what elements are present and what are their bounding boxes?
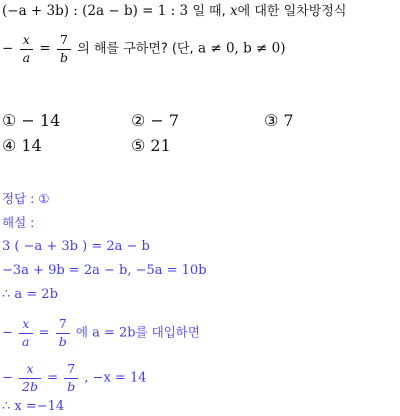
- fraction-7-over-b: [64, 363, 78, 393]
- condition-math: a ≠ 0, b ≠ 0): [198, 40, 286, 57]
- fraction-x-over-2b: [19, 363, 41, 393]
- fraction-denominator: 2b: [22, 378, 39, 394]
- answer-label: 정답 : ①: [2, 191, 50, 206]
- variable-x: x: [230, 3, 238, 19]
- fraction-numerator: 7: [64, 363, 78, 379]
- solution-step-5: [2, 363, 147, 393]
- fraction-7-over-b: [56, 318, 70, 348]
- fraction-denominator: b: [59, 49, 68, 65]
- option-4[interactable]: ④ 14: [2, 136, 42, 155]
- problem-line-2: [2, 34, 286, 64]
- substitution-text: 를 대입하면: [135, 324, 200, 340]
- fraction-numerator: 7: [57, 34, 71, 50]
- minus-sign: −: [2, 40, 14, 57]
- fraction-numerator: x: [19, 363, 41, 379]
- equals-sign: =: [39, 40, 51, 57]
- minus-sign: −: [2, 325, 13, 341]
- fraction-denominator: a: [22, 49, 31, 65]
- substitution-text: 에: [75, 324, 88, 340]
- equals-sign: =: [47, 370, 59, 386]
- ratio-equation: (−a + 3b) : (2a − b) = 1 : 3: [2, 3, 189, 19]
- option-3[interactable]: ③ 7: [264, 111, 294, 130]
- fraction-x-over-a: [19, 318, 32, 348]
- option-1[interactable]: ① − 14: [2, 111, 61, 130]
- solution-step-3: ∴ a = 2b: [2, 287, 58, 302]
- fraction-numerator: x: [20, 34, 33, 50]
- option-5[interactable]: ⑤ 21: [131, 136, 171, 155]
- condition-text: 일 때,: [192, 4, 226, 19]
- solution-step-2: −3a + 9b = 2a − b, −5a = 10b: [2, 263, 207, 278]
- solution-step-4: [2, 318, 200, 348]
- fraction-7-over-b: [57, 34, 71, 64]
- solution-result: , −x = 14: [84, 370, 147, 386]
- minus-sign: −: [2, 370, 13, 386]
- fraction-x-over-a: [20, 34, 33, 64]
- fraction-denominator: b: [58, 333, 67, 349]
- fraction-numerator: 7: [56, 318, 70, 334]
- fraction-denominator: b: [67, 378, 76, 394]
- explanation-label: 해설 :: [2, 215, 35, 230]
- fraction-denominator: a: [22, 333, 30, 349]
- fraction-numerator: x: [19, 318, 32, 334]
- problem-line-1: [2, 2, 346, 21]
- substitution-expression: a = 2b: [92, 325, 136, 341]
- option-2[interactable]: ② − 7: [131, 111, 180, 130]
- solution-step-1: 3 ( −a + 3b ) = 2a − b: [2, 239, 150, 254]
- equals-sign: =: [38, 325, 50, 341]
- equation-intro-text: 에 대한 일차방정식: [237, 4, 347, 19]
- final-answer: ∴ x =−14: [2, 399, 65, 414]
- question-text: 의 해를 구하면? (단,: [77, 41, 194, 57]
